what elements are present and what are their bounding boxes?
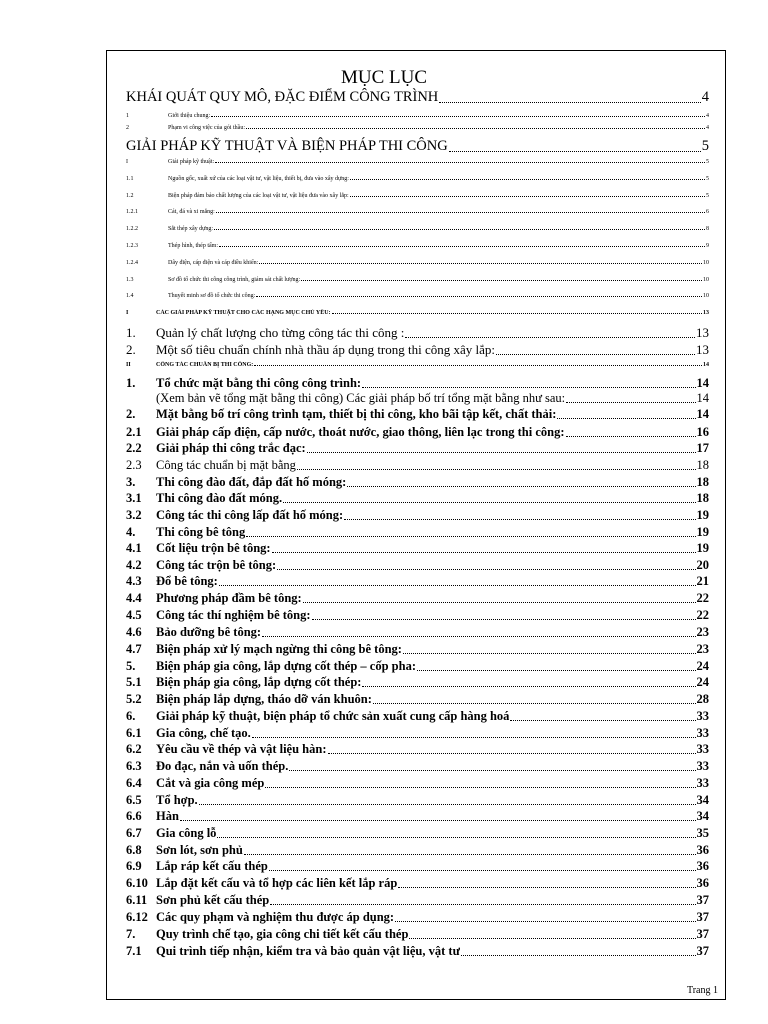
toc-entry-leader bbox=[350, 196, 705, 197]
toc-entry[interactable] bbox=[126, 225, 709, 233]
toc-entry-page: 4 bbox=[706, 113, 709, 119]
toc-entry-page: 10 bbox=[703, 293, 709, 299]
toc-entry-page: 10 bbox=[703, 277, 709, 283]
toc-entry-number: 6.2 bbox=[126, 742, 142, 756]
toc-entry[interactable] bbox=[126, 776, 709, 791]
toc-entry-page: 9 bbox=[706, 243, 709, 249]
toc-entry-page: 14 bbox=[703, 362, 709, 368]
toc-entry-number: 6.12 bbox=[126, 910, 148, 924]
toc-entry-leader bbox=[347, 486, 695, 487]
toc-entry-title: Qui trình tiếp nhận, kiểm tra và bảo quản vật liệu, vật tư bbox=[156, 944, 461, 958]
toc-entry-title: Tổ chức mặt bằng thi công công trình: bbox=[156, 376, 362, 390]
toc-entry-number: 4.3 bbox=[126, 574, 142, 588]
toc-entry-page: 13 bbox=[696, 342, 709, 357]
toc-entry-leader bbox=[269, 870, 696, 871]
toc-entry[interactable] bbox=[126, 859, 709, 874]
toc-entry-title: Biện pháp xử lý mạch ngừng thi công bê tông: bbox=[156, 642, 402, 656]
toc-entry[interactable] bbox=[126, 927, 709, 942]
toc-entry-page: 5 bbox=[701, 138, 709, 154]
toc-entry-leader bbox=[362, 387, 695, 388]
toc-entry-page: 10 bbox=[703, 260, 709, 266]
toc-entry[interactable] bbox=[126, 325, 709, 341]
toc-entry-title: CÔNG TÁC CHUẨN BỊ THI CÔNG: bbox=[156, 362, 254, 368]
toc-entry-page: 24 bbox=[696, 659, 709, 673]
toc-entry-page: 36 bbox=[696, 876, 709, 890]
toc-entry-number: 3.1 bbox=[126, 491, 142, 505]
toc-entry[interactable] bbox=[126, 508, 709, 523]
toc-entry-leader bbox=[332, 313, 702, 314]
toc-entry-number: 1.2.4 bbox=[126, 260, 138, 266]
toc-entry-title: Cắt và gia công mép bbox=[156, 776, 265, 790]
toc-entry[interactable] bbox=[126, 843, 709, 858]
toc-entry-leader bbox=[254, 365, 702, 366]
toc-entry-leader bbox=[344, 519, 695, 520]
toc-entry[interactable] bbox=[126, 175, 709, 183]
toc-entry-number: 4.2 bbox=[126, 558, 142, 572]
toc-entry-leader bbox=[557, 418, 695, 419]
toc-entry-number: 6.4 bbox=[126, 776, 142, 790]
toc-entry-number: 6.8 bbox=[126, 843, 142, 857]
toc-entry-title: Phạm vi công việc của gói thầu: bbox=[168, 125, 245, 131]
toc-entry-title: CÁC GIẢI PHÁP KỸ THUẬT CHO CÁC HẠNG MỤC CHỦ YẾU: bbox=[156, 310, 331, 316]
toc-entry-page: 13 bbox=[696, 325, 709, 340]
toc-entry-leader bbox=[246, 128, 705, 129]
toc-entry-title: Thép hình, thép tấm: bbox=[168, 243, 218, 249]
toc-entry-number: 1. bbox=[126, 376, 136, 390]
toc-entry-title: Biện pháp lắp dựng, tháo dỡ ván khuôn: bbox=[156, 692, 372, 706]
toc-entry-number: 1.2.3 bbox=[126, 243, 138, 249]
toc-entry[interactable] bbox=[126, 541, 709, 556]
toc-entry-leader bbox=[417, 670, 696, 671]
toc-entry-title: Gia công lỗ bbox=[156, 826, 217, 840]
toc-entry-page: 21 bbox=[696, 574, 709, 588]
toc-entry[interactable] bbox=[126, 407, 709, 422]
toc-entry-title: Công tác chuẩn bị mặt bằng bbox=[156, 458, 296, 472]
toc-entry-leader bbox=[439, 102, 700, 103]
toc-entry-leader bbox=[461, 955, 695, 956]
toc-entry-title: Quản lý chất lượng cho từng công tác thi công : bbox=[156, 325, 405, 340]
toc-entry-number: 4.7 bbox=[126, 642, 142, 656]
toc-entry-leader bbox=[301, 280, 702, 281]
toc-entry[interactable] bbox=[126, 342, 709, 358]
toc-entry-page: 37 bbox=[696, 910, 709, 924]
toc-entry-page: 5 bbox=[706, 176, 709, 182]
toc-entry-number: 1 bbox=[126, 113, 129, 119]
toc-entry-title: Cát, đá và xi măng: bbox=[168, 209, 215, 215]
toc-entry-number: II bbox=[126, 362, 131, 368]
toc-entry-number: 5.2 bbox=[126, 692, 142, 706]
toc-entry-page: 36 bbox=[696, 843, 709, 857]
toc-entry-title: Phương pháp đầm bê tông: bbox=[156, 591, 302, 605]
toc-entry-title: Lắp ráp kết cấu thép bbox=[156, 859, 268, 873]
toc-entry-number: 1.3 bbox=[126, 277, 134, 283]
toc-entry-number: 5.1 bbox=[126, 675, 142, 689]
toc-entry-page: 37 bbox=[696, 944, 709, 958]
toc-entry-number: I bbox=[126, 159, 128, 165]
toc-entry-page: 18 bbox=[696, 491, 709, 505]
toc-entry-leader bbox=[510, 720, 695, 721]
toc-entry[interactable] bbox=[126, 88, 709, 106]
toc-entry-number: 5. bbox=[126, 659, 136, 673]
toc-entry-title: GIẢI PHÁP KỸ THUẬT VÀ BIỆN PHÁP THI CÔNG bbox=[126, 138, 448, 154]
toc-entry-page: 23 bbox=[696, 625, 709, 639]
toc-entry-page: 16 bbox=[696, 425, 709, 439]
toc-entry-leader bbox=[307, 452, 696, 453]
toc-entry-title: Biện pháp gia công, lắp dựng cốt thép: bbox=[156, 675, 362, 689]
toc-entry-leader bbox=[215, 162, 705, 163]
toc-entry-leader bbox=[252, 737, 696, 738]
toc-entry[interactable] bbox=[126, 309, 709, 317]
toc-entry-leader bbox=[409, 938, 695, 939]
toc-entry-title: Thi công bê tông bbox=[156, 525, 246, 539]
toc-entry-page: 33 bbox=[696, 759, 709, 773]
toc-entry[interactable] bbox=[126, 112, 709, 120]
toc-entry-leader bbox=[449, 151, 701, 152]
toc-entry-leader bbox=[405, 337, 695, 338]
toc-entry[interactable] bbox=[126, 608, 709, 623]
toc-entry-title: Hàn bbox=[156, 809, 179, 823]
toc-entry-number: 6.5 bbox=[126, 793, 142, 807]
toc-entry-title: Mặt bằng bố trí công trình tạm, thiết bị thi công, kho bãi tập kết, chất thải: bbox=[156, 407, 557, 421]
toc-entry-number: 4. bbox=[126, 525, 136, 539]
toc-entry-number: 2.2 bbox=[126, 441, 142, 455]
toc-entry-leader bbox=[217, 837, 695, 838]
toc-entry-page: 37 bbox=[696, 893, 709, 907]
toc-entry-page: 33 bbox=[696, 776, 709, 790]
toc-entry-number: 2. bbox=[126, 342, 136, 357]
toc-entry-page: 18 bbox=[696, 458, 709, 472]
toc-entry[interactable] bbox=[126, 742, 709, 757]
toc-entry[interactable] bbox=[126, 425, 709, 440]
toc-entry-leader bbox=[312, 619, 696, 620]
toc-entry-number: 4.1 bbox=[126, 541, 142, 555]
toc-entry-page: 23 bbox=[696, 642, 709, 656]
toc-entry-title: Các quy phạm và nghiệm thu được áp dụng: bbox=[156, 910, 395, 924]
toc-entry[interactable] bbox=[126, 525, 709, 540]
toc-entry[interactable] bbox=[126, 242, 709, 250]
toc-entry-title: Thuyết minh sơ đồ tổ chức thi công: bbox=[168, 293, 256, 299]
toc-entry-title: Công tác thi công lấp đất hố móng: bbox=[156, 508, 344, 522]
toc-entry-page: 13 bbox=[703, 310, 709, 316]
toc-entry-number: 2 bbox=[126, 125, 129, 131]
toc-entry-leader bbox=[256, 296, 702, 297]
toc-entry[interactable] bbox=[126, 591, 709, 606]
toc-entry[interactable] bbox=[126, 642, 709, 657]
toc-entry-leader bbox=[362, 686, 695, 687]
toc-entry[interactable] bbox=[126, 192, 709, 200]
toc-entry-page: 19 bbox=[696, 508, 709, 522]
toc-entry-leader bbox=[262, 636, 695, 637]
toc-entry[interactable] bbox=[126, 158, 709, 166]
toc-entry-number: 3. bbox=[126, 475, 136, 489]
toc-entry-number: 1.4 bbox=[126, 293, 134, 299]
toc-entry-page: 14 bbox=[696, 407, 709, 421]
toc-entry-leader bbox=[246, 536, 695, 537]
toc-entry-page: 5 bbox=[706, 159, 709, 165]
toc-entry-title: Bảo dưỡng bê tông: bbox=[156, 625, 262, 639]
toc-entry-page: 6 bbox=[706, 209, 709, 215]
toc-entry-number: 4.5 bbox=[126, 608, 142, 622]
toc-entry[interactable] bbox=[126, 137, 709, 155]
toc-entry-leader bbox=[328, 753, 696, 754]
toc-entry-leader bbox=[244, 854, 696, 855]
toc-entry[interactable] bbox=[126, 208, 709, 216]
toc-entry-page: 34 bbox=[696, 809, 709, 823]
toc-entry[interactable] bbox=[126, 876, 709, 891]
toc-entry-title: Dây điện, cáp điện và cáp điều khiển: bbox=[168, 260, 259, 266]
toc-entry-title: Sơ đồ tổ chức thi công công trình, giám sát chất lượng: bbox=[168, 277, 301, 283]
toc-entry-leader bbox=[289, 770, 695, 771]
toc-entry-number: 1. bbox=[126, 325, 136, 340]
toc-entry-page: 19 bbox=[696, 541, 709, 555]
toc-entry[interactable] bbox=[126, 124, 709, 132]
toc-entry-page: 18 bbox=[696, 475, 709, 489]
toc-entry[interactable] bbox=[126, 726, 709, 741]
toc-entry-number: 1.2 bbox=[126, 193, 134, 199]
toc-entry-title: KHÁI QUÁT QUY MÔ, ĐẶC ĐIỂM CÔNG TRÌNH bbox=[126, 89, 439, 105]
toc-entry-title: Thi công đào đất, đắp đất hố móng: bbox=[156, 475, 347, 489]
toc-entry-number: 6.3 bbox=[126, 759, 142, 773]
toc-entry-title: Cốt liệu trộn bê tông: bbox=[156, 541, 271, 555]
toc-entry[interactable] bbox=[126, 659, 709, 674]
toc-entry-title: Đo đạc, nắn và uốn thép. bbox=[156, 759, 289, 773]
toc-entry-number: 2.1 bbox=[126, 425, 142, 439]
toc-entry-page: 4 bbox=[701, 89, 709, 105]
toc-entry-number: 2.3 bbox=[126, 458, 142, 472]
toc-entry-leader bbox=[566, 436, 696, 437]
toc-entry-page: 28 bbox=[696, 692, 709, 706]
toc-entry[interactable] bbox=[126, 558, 709, 573]
toc-entry-number: 7. bbox=[126, 927, 136, 941]
toc-entry[interactable] bbox=[126, 625, 709, 640]
toc-entry-page: 33 bbox=[696, 726, 709, 740]
toc-entry-leader bbox=[214, 229, 705, 230]
toc-entry-number: 6.10 bbox=[126, 876, 148, 890]
toc-entry-title: Công tác thí nghiệm bê tông: bbox=[156, 608, 311, 622]
toc-entry[interactable] bbox=[126, 391, 709, 406]
toc-entry-page: 33 bbox=[696, 742, 709, 756]
toc-entry-number: 7.1 bbox=[126, 944, 142, 958]
toc-entry-title: Gia công, chế tạo. bbox=[156, 726, 251, 740]
toc-entry-number: 1.2.2 bbox=[126, 226, 138, 232]
toc-entry-title: Giải pháp thi công trắc đạc: bbox=[156, 441, 306, 455]
toc-entry[interactable] bbox=[126, 491, 709, 506]
toc-entry-number: 4.6 bbox=[126, 625, 142, 639]
toc-entry-leader bbox=[373, 703, 696, 704]
toc-entry-number: 6.11 bbox=[126, 893, 148, 907]
toc-entry-leader bbox=[211, 116, 705, 117]
toc-entry-number: 1.2.1 bbox=[126, 209, 138, 215]
toc-entry-leader bbox=[283, 502, 695, 503]
toc-entry-number: 6.7 bbox=[126, 826, 142, 840]
toc-entry-title: Sơn phủ kết cấu thép bbox=[156, 893, 270, 907]
toc-entry[interactable] bbox=[126, 944, 709, 959]
toc-entry[interactable] bbox=[126, 675, 709, 690]
toc-entry-title: Quy trình chế tạo, gia công chi tiết kết cấu thép bbox=[156, 927, 409, 941]
page-title: MỤC LỤC bbox=[340, 67, 428, 88]
toc-entry-leader bbox=[199, 804, 696, 805]
toc-entry-title: Lắp đặt kết cấu và tổ hợp các liên kết lắp ráp bbox=[156, 876, 398, 890]
toc-entry-title: Giải pháp cấp điện, cấp nước, thoát nước, giao thông, liên lạc trong thi công: bbox=[156, 425, 565, 439]
toc-entry[interactable] bbox=[126, 809, 709, 824]
toc-entry-leader bbox=[277, 569, 695, 570]
toc-entry-title: Biện pháp gia công, lắp dựng cốt thép – cốp pha: bbox=[156, 659, 416, 673]
toc-entry[interactable] bbox=[126, 292, 709, 300]
toc-entry-leader bbox=[403, 653, 696, 654]
toc-entry-page: 8 bbox=[706, 226, 709, 232]
toc-entry-page: 24 bbox=[696, 675, 709, 689]
toc-entry-title: Thi công đào đất móng. bbox=[156, 491, 283, 505]
toc-entry-title: Sắt thép xây dựng: bbox=[168, 226, 214, 232]
toc-entry-title: Một số tiêu chuẩn chính nhà thầu áp dụng trong thi công xây lắp: bbox=[156, 342, 496, 357]
toc-entry[interactable] bbox=[126, 475, 709, 490]
toc-entry-page: 20 bbox=[696, 558, 709, 572]
toc-entry-page: 22 bbox=[696, 591, 709, 605]
toc-entry[interactable] bbox=[126, 361, 709, 369]
toc-entry-leader bbox=[259, 263, 702, 264]
toc-entry-page: 33 bbox=[696, 709, 709, 723]
toc-entry-leader bbox=[303, 602, 696, 603]
toc-entry-page: 14 bbox=[696, 391, 709, 405]
toc-entry-number: 6.6 bbox=[126, 809, 142, 823]
toc-entry-title: Sơn lót, sơn phủ bbox=[156, 843, 243, 857]
toc-entry[interactable] bbox=[126, 893, 709, 908]
toc-entry-page: 14 bbox=[696, 376, 709, 390]
toc-entry-title: Tổ hợp. bbox=[156, 793, 198, 807]
toc-entry[interactable] bbox=[126, 692, 709, 707]
toc-entry[interactable] bbox=[126, 376, 709, 391]
toc-entry-page: 19 bbox=[696, 525, 709, 539]
toc-entry-page: 17 bbox=[696, 441, 709, 455]
toc-entry-leader bbox=[270, 904, 695, 905]
toc-entry-title: Giới thiệu chung: bbox=[168, 113, 211, 119]
toc-entry-leader bbox=[350, 179, 705, 180]
toc-entry-page: 4 bbox=[706, 125, 709, 131]
toc-entry-page: 37 bbox=[696, 927, 709, 941]
toc-entry[interactable] bbox=[126, 441, 709, 456]
toc-entry-number: 6.9 bbox=[126, 859, 142, 873]
toc-entry-page: 34 bbox=[696, 793, 709, 807]
toc-entry[interactable] bbox=[126, 574, 709, 589]
toc-entry-page: 36 bbox=[696, 859, 709, 873]
toc-entry-title: Công tác trộn bê tông: bbox=[156, 558, 277, 572]
toc-entry-number: 1.1 bbox=[126, 176, 134, 182]
toc-entry-leader bbox=[297, 469, 696, 470]
toc-entry-number: 6.1 bbox=[126, 726, 142, 740]
toc-entry-number: 2. bbox=[126, 407, 136, 421]
page-number-footer: Trang 1 bbox=[686, 985, 718, 996]
toc-entry[interactable] bbox=[126, 759, 709, 774]
toc-entry-leader bbox=[395, 921, 695, 922]
toc-entry-page: 5 bbox=[706, 193, 709, 199]
toc-entry-number: 4.4 bbox=[126, 591, 142, 605]
toc-entry[interactable] bbox=[126, 910, 709, 925]
toc-entry-leader bbox=[566, 402, 695, 403]
toc-entry[interactable] bbox=[126, 826, 709, 841]
toc-entry-number: 6. bbox=[126, 709, 136, 723]
toc-entry-leader bbox=[496, 354, 695, 355]
toc-entry-leader bbox=[265, 787, 695, 788]
toc-entry-title: Yêu cầu về thép và vật liệu hàn: bbox=[156, 742, 327, 756]
toc-entry-title: Giải pháp kỹ thuật, biện pháp tổ chức sản xuất cung cấp hàng hoá bbox=[156, 709, 510, 723]
toc-entry-title: (Xem bản vẽ tổng mặt bằng thi công) Các giải pháp bố trí tổng mặt bằng như sau: bbox=[156, 391, 566, 405]
toc-entry-number: I bbox=[126, 310, 129, 316]
toc-entry-page: 35 bbox=[696, 826, 709, 840]
toc-entry[interactable] bbox=[126, 259, 709, 267]
toc-entry[interactable] bbox=[126, 458, 709, 473]
toc-entry-leader bbox=[216, 212, 705, 213]
toc-entry[interactable] bbox=[126, 793, 709, 808]
toc-entry-title: Nguồn gốc, xuất xứ của các loại vật tư, vật liệu, thiết bị, đưa vào xây dựng: bbox=[168, 176, 349, 182]
toc-entry-title: Đổ bê tông: bbox=[156, 574, 218, 588]
toc-entry-leader bbox=[272, 552, 696, 553]
toc-entry[interactable] bbox=[126, 276, 709, 284]
toc-entry-leader bbox=[219, 246, 705, 247]
toc-entry-leader bbox=[219, 585, 696, 586]
toc-entry-title: Biện pháp đảm bảo chất lượng của các loại vật tư, vật liệu đưa vào xây lắp: bbox=[168, 193, 349, 199]
toc-entry-leader bbox=[180, 820, 696, 821]
toc-entry-number: 3.2 bbox=[126, 508, 142, 522]
toc-entry-page: 22 bbox=[696, 608, 709, 622]
toc-entry-leader bbox=[398, 887, 695, 888]
toc-entry-title: Giải pháp kỹ thuật: bbox=[168, 159, 215, 165]
toc-entry[interactable] bbox=[126, 709, 709, 724]
